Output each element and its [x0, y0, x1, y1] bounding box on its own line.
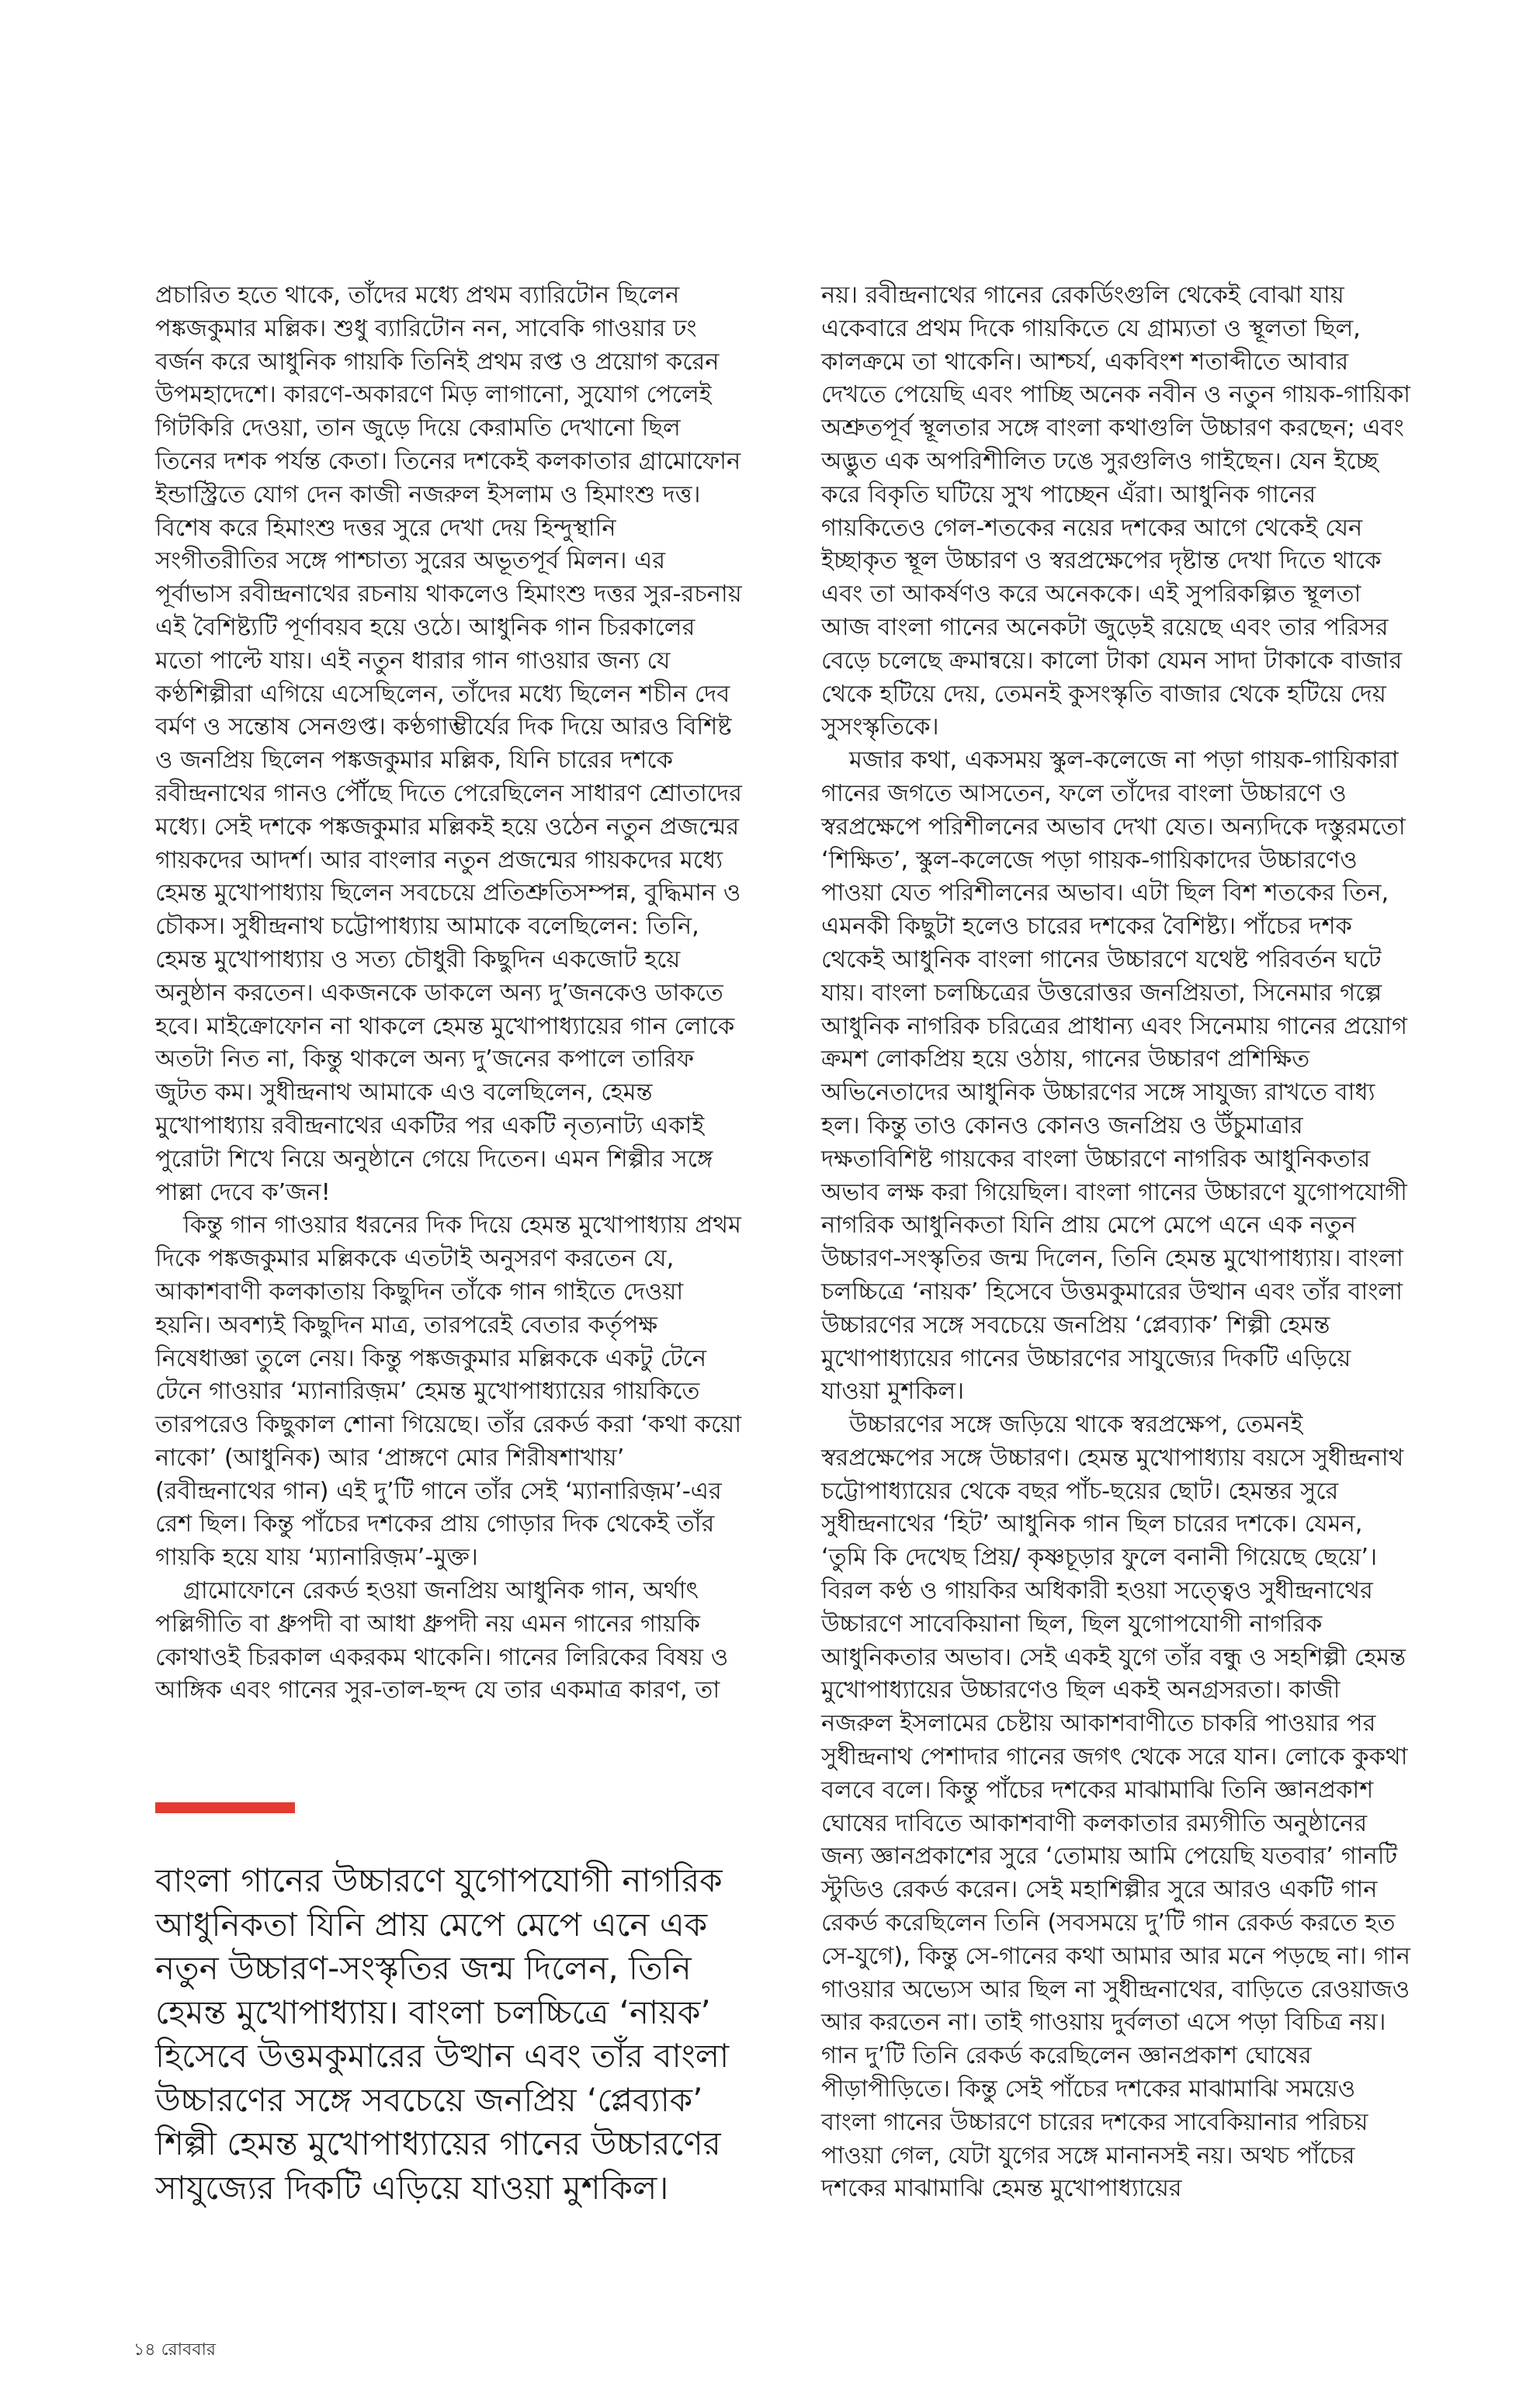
article-left-column: [155, 279, 745, 1708]
section-name: রোববার: [161, 2340, 216, 2360]
paragraph: গ্রামোফোনে রেকর্ড হওয়া জনপ্রিয় আধুনিক গান, অর্থাৎ পল্লিগীতি বা ধ্রুপদী বা আধা ধ্রুপদী নয় এমন গানের গায়কি কোথাওই চিরকাল একরকম থাকেনি। গানের লিরিকের বিষয় ও আঙ্গিক এবং গানের সুর-তাল-ছন্দ যে তার একমাত্র কারণ, তা: [155, 1577, 729, 1705]
paragraph: কিন্তু গান গাওয়ার ধরনের দিক দিয়ে হেমন্ত মুখোপাধ্যায় প্রথম দিকে পঙ্কজকুমার মল্লিককে এতটাই অনুসরণ করতেন যে, আকাশবাণী কলকাতায় কিছুদিন তাঁকে গান গাইতে দেওয়া হয়নি। অবশ্যই কিছুদিন মাত্র, তারপরেই বেতার কর্তৃপক্ষ নিষেধাজ্ঞা তুলে নেয়। কিন্তু পঙ্কজকুমার মল্লিককে একটু টেনে টেনে গাওয়ার ‘ম্যানারিজ়ম’ হেমন্ত মুখোপাধ্যায়ের গায়কিতে তারপরেও কিছুকাল শোনা গিয়েছে। তাঁর রেকর্ড করা ‘কথা কয়ো নাকো’ (আধুনিক) আর ‘প্রাঙ্গণে মোর শিরীষশাখায়’ (রবীন্দ্রনাথের গান) এই দু’টি গানে তাঁর সেই ‘ম্যানারিজ়ম’-এর রেশ ছিল। কিন্তু পাঁচের দশকের প্রায় গোড়ার দিক থেকেই তাঁর গায়কি হয়ে যায় ‘ম্যানারিজ়ম’-মুক্ত।: [155, 1212, 742, 1572]
pullquote-accent-bar: [155, 1802, 295, 1813]
article-right-column: [821, 279, 1411, 2206]
paragraph: উচ্চারণের সঙ্গে জড়িয়ে থাকে স্বরপ্রক্ষেপ, তেমনই স্বরপ্রক্ষেপের সঙ্গে উচ্চারণ। হেমন্ত মুখোপাধ্যায় বয়সে সুধীন্দ্রনাথ চট্টোপাধ্যায়ের থেকে বছর পাঁচ-ছয়ের ছোট। হেমন্তর সুরে সুধীন্দ্রনাথের ‘হিট’ আধুনিক গান ছিল চারের দশকে। যেমন, ‘তুমি কি দেখেছ প্রিয়/ কৃষ্ণচূড়ার ফুলে বনানী গিয়েছে ছেয়ে’। বিরল কণ্ঠ ও গায়কির অধিকারী হওয়া সত্ত্বেও সুধীন্দ্রনাথের উচ্চারণে সাবেকিয়ানা ছিল, ছিল যুগোপযোগী নাগরিক আধুনিকতার অভাব। সেই একই যুগে তাঁর বন্ধু ও সহশিল্পী হেমন্ত মুখোপাধ্যায়ের উচ্চারণেও ছিল একই অনগ্রসরতা। কাজী নজরুল ইসলামের চেষ্টায় আকাশবাণীতে চাকরি পাওয়ার পর সুধীন্দ্রনাথ পেশাদার গানের জগৎ থেকে সরে যান। লোকে কুকথা বলবে বলে। কিন্তু পাঁচের দশকের মাঝামাঝি তিনি জ্ঞানপ্রকাশ ঘোষের দাবিতে আকাশবাণী কলকাতার রম্যগীতি অনুষ্ঠানের জন্য জ্ঞানপ্রকাশের সুরে ‘তোমায় আমি পেয়েছি যতবার’ গানটি স্টুডিও রেকর্ড করেন। সেই মহাশিল্পীর সুরে আরও একটি গান রেকর্ড করেছিলেন তিনি (সবসময়ে দু’টি গান রেকর্ড করতে হত সে-যুগে), কিন্তু সে-গানের কথা আমার আর মনে পড়ছে না। গান গাওয়ার অভ্যেস আর ছিল না সুধীন্দ্রনাথের, বাড়িতে রেওয়াজও আর করতেন না। তাই গাওয়ায় দুর্বলতা এসে পড়া বিচিত্র নয়। গান দু’টি তিনি রেকর্ড করেছিলেন জ্ঞানপ্রকাশ ঘোষের পীড়াপীড়িতে। কিন্তু সেই পাঁচের দশকের মাঝামাঝি সময়েও বাংলা গানের উচ্চারণে চারের দশকের সাবেকিয়ানার পরিচয় পাওয়া গেল, যেটা যুগের সঙ্গে মানানসই নয়। অথচ পাঁচের দশকের মাঝামাঝি হেমন্ত মুখোপাধ্যায়ের: [821, 1411, 1410, 2203]
page-footer: [134, 2336, 216, 2365]
page-number: ১৪: [134, 2340, 156, 2360]
paragraph: মজার কথা, একসময় স্কুল-কলেজে না পড়া গায়ক-গায়িকারা গানের জগতে আসতেন, ফলে তাঁদের বাংলা উচ্চারণে ও স্বরপ্রক্ষেপে পরিশীলনের অভাব দেখা যেত। অন্যদিকে দস্তুরমতো ‘শিক্ষিত’, স্কুল-কলেজে পড়া গায়ক-গায়িকাদের উচ্চারণেও পাওয়া যেত পরিশীলনের অভাব। এটা ছিল বিশ শতকের তিন, এমনকী কিছুটা হলেও চারের দশকের বৈশিষ্ট্য। পাঁচের দশক থেকেই আধুনিক বাংলা গানের উচ্চারণে যথেষ্ট পরিবর্তন ঘটে যায়। বাংলা চলচ্চিত্রের উত্তরোত্তর জনপ্রিয়তা, সিনেমার গল্পে আধুনিক নাগরিক চরিত্রের প্রাধান্য এবং সিনেমায় গানের প্রয়োগ ক্রমশ লোকপ্রিয় হয়ে ওঠায়, গানের উচ্চারণ প্রশিক্ষিত অভিনেতাদের আধুনিক উচ্চারণের সঙ্গে সাযুজ্য রাখতে বাধ্য হল। কিন্তু তাও কোনও কোনও জনপ্রিয় ও উঁচুমাত্রার দক্ষতাবিশিষ্ট গায়কের বাংলা উচ্চারণে নাগরিক আধুনিকতার অভাব লক্ষ করা গিয়েছিল। বাংলা গানের উচ্চারণে যুগোপযোগী নাগরিক আধুনিকতা যিনি প্রায় মেপে মেপে এনে এক নতুন উচ্চারণ-সংস্কৃতির জন্ম দিলেন, তিনি হেমন্ত মুখোপাধ্যায়। বাংলা চলচ্চিত্রে ‘নায়ক’ হিসেবে উত্তমকুমারের উত্থান এবং তাঁর বাংলা উচ্চারণের সঙ্গে সবচেয়ে জনপ্রিয় ‘প্লেব্যাক’ শিল্পী হেমন্ত মুখোপাধ্যায়ের গানের উচ্চারণের সাযুজ্যের দিকটি এড়িয়ে যাওয়া মুশকিল।: [821, 747, 1407, 1406]
paragraph: প্রচারিত হতে থাকে, তাঁদের মধ্যে প্রথম ব্যারিটোন ছিলেন পঙ্কজকুমার মল্লিক। শুধু ব্যারিটোন নন, সাবেকি গাওয়ার ঢং বর্জন করে আধুনিক গায়কি তিনিই প্রথম রপ্ত ও প্রয়োগ করেন উপমহাদেশে। কারণে-অকারণে মিড় লাগানো, সুযোগ পেলেই গিটকিরি দেওয়া, তান জুড়ে দিয়ে কেরামতি দেখানো ছিল তিনের দশক পর্যন্ত কেতা। তিনের দশকেই কলকাতার গ্রামোফোন ইন্ডাস্ট্রিতে যোগ দেন কাজী নজরুল ইসলাম ও হিমাংশু দত্ত। বিশেষ করে হিমাংশু দত্তর সুরে দেখা দেয় হিন্দুস্থানি সংগীতরীতির সঙ্গে পাশ্চাত্য সুরের অভূতপূর্ব মিলন। এর পূর্বাভাস রবীন্দ্রনাথের রচনায় থাকলেও হিমাংশু দত্তর সুর-রচনায় এই বৈশিষ্ট্যটি পূর্ণাবয়ব হয়ে ওঠে। আধুনিক গান চিরকালের মতো পাল্টে যায়। এই নতুন ধারার গান গাওয়ার জন্য যে কণ্ঠশিল্পীরা এগিয়ে এসেছিলেন, তাঁদের মধ্যে ছিলেন শচীন দেব বর্মণ ও সন্তোষ সেনগুপ্ত। কণ্ঠগাম্ভীর্যের দিক দিয়ে আরও বিশিষ্ট ও জনপ্রিয় ছিলেন পঙ্কজকুমার মল্লিক, যিনি চারের দশকে রবীন্দ্রনাথের গানও পৌঁছে দিতে পেরেছিলেন সাধারণ শ্রোতাদের মধ্যে। সেই দশকে পঙ্কজকুমার মল্লিকই হয়ে ওঠেন নতুন প্রজন্মের গায়কদের আদর্শ। আর বাংলার নতুন প্রজন্মের গায়কদের মধ্যে হেমন্ত মুখোপাধ্যায় ছিলেন সবচেয়ে প্রতিশ্রুতিসম্পন্ন, বুদ্ধিমান ও চৌকস। সুধীন্দ্রনাথ চট্টোপাধ্যায় আমাকে বলেছিলেন: তিনি, হেমন্ত মুখোপাধ্যায় ও সত্য চৌধুরী কিছুদিন একজোট হয়ে অনুষ্ঠান করতেন। একজনকে ডাকলে অন্য দু’জনকেও ডাকতে হবে। মাইক্রোফোন না থাকলে হেমন্ত মুখোপাধ্যায়ের গান লোকে অতটা নিত না, কিন্তু থাকলে অন্য দু’জনের কপালে তারিফ জুটত কম। সুধীন্দ্রনাথ আমাকে এও বলেছিলেন, হেমন্ত মুখোপাধ্যায় রবীন্দ্রনাথের একটির পর একটি নৃত্যনাট্য একাই পুরোটা শিখে নিয়ে অনুষ্ঠানে গেয়ে দিতেন। এমন শিল্পীর সঙ্গে পাল্লা দেবে ক’জন!: [155, 282, 742, 1206]
paragraph: নয়। রবীন্দ্রনাথের গানের রেকর্ডিংগুলি থেকেই বোঝা যায় একেবারে প্রথম দিকে গায়কিতে যে গ্রাম্যতা ও স্থূলতা ছিল, কালক্রমে তা থাকেনি। আশ্চর্য, একবিংশ শতাব্দীতে আবার দেখতে পেয়েছি এবং পাচ্ছি অনেক নবীন ও নতুন গায়ক-গায়িকা অশ্রুতপূর্ব স্থূলতার সঙ্গে বাংলা কথাগুলি উচ্চারণ করছেন; এবং অদ্ভুত এক অপরিশীলিত ঢঙে সুরগুলিও গাইছেন। যেন ইচ্ছে করে বিকৃতি ঘটিয়ে সুখ পাচ্ছেন এঁরা। আধুনিক গানের গায়কিতেও গেল-শতকের নয়ের দশকের আগে থেকেই যেন ইচ্ছাকৃত স্থূল উচ্চারণ ও স্বরপ্রক্ষেপের দৃষ্টান্ত দেখা দিতে থাকে এবং তা আকর্ষণও করে অনেককে। এই সুপরিকল্পিত স্থূলতা আজ বাংলা গানের অনেকটা জুড়েই রয়েছে এবং তার পরিসর বেড়ে চলেছে ক্রমান্বয়ে। কালো টাকা যেমন সাদা টাকাকে বাজার থেকে হটিয়ে দেয়, তেমনই কুসংস্কৃতি বাজার থেকে হটিয়ে দেয় সুসংস্কৃতিকে।: [821, 282, 1411, 741]
pullquote: বাংলা গানের উচ্চারণে যুগোপযোগী নাগরিক আধুনিকতা যিনি প্রায় মেপে মেপে এনে এক নতুন উচ্চারণ-সংস্কৃতির জন্ম দিলেন, তিনি হেমন্ত মুখোপাধ্যায়। বাংলা চলচ্চিত্রে ‘নায়ক’ হিসেবে উত্তমকুমারের উত্থান এবং তাঁর বাংলা উচ্চারণের সঙ্গে সবচেয়ে জনপ্রিয় ‘প্লেব্যাক’ শিল্পী হেমন্ত মুখোপাধ্যায়ের গানের উচ্চারণের সাযুজ্যের দিকটি এড়িয়ে যাওয়া মুশকিল।: [155, 1861, 730, 2207]
